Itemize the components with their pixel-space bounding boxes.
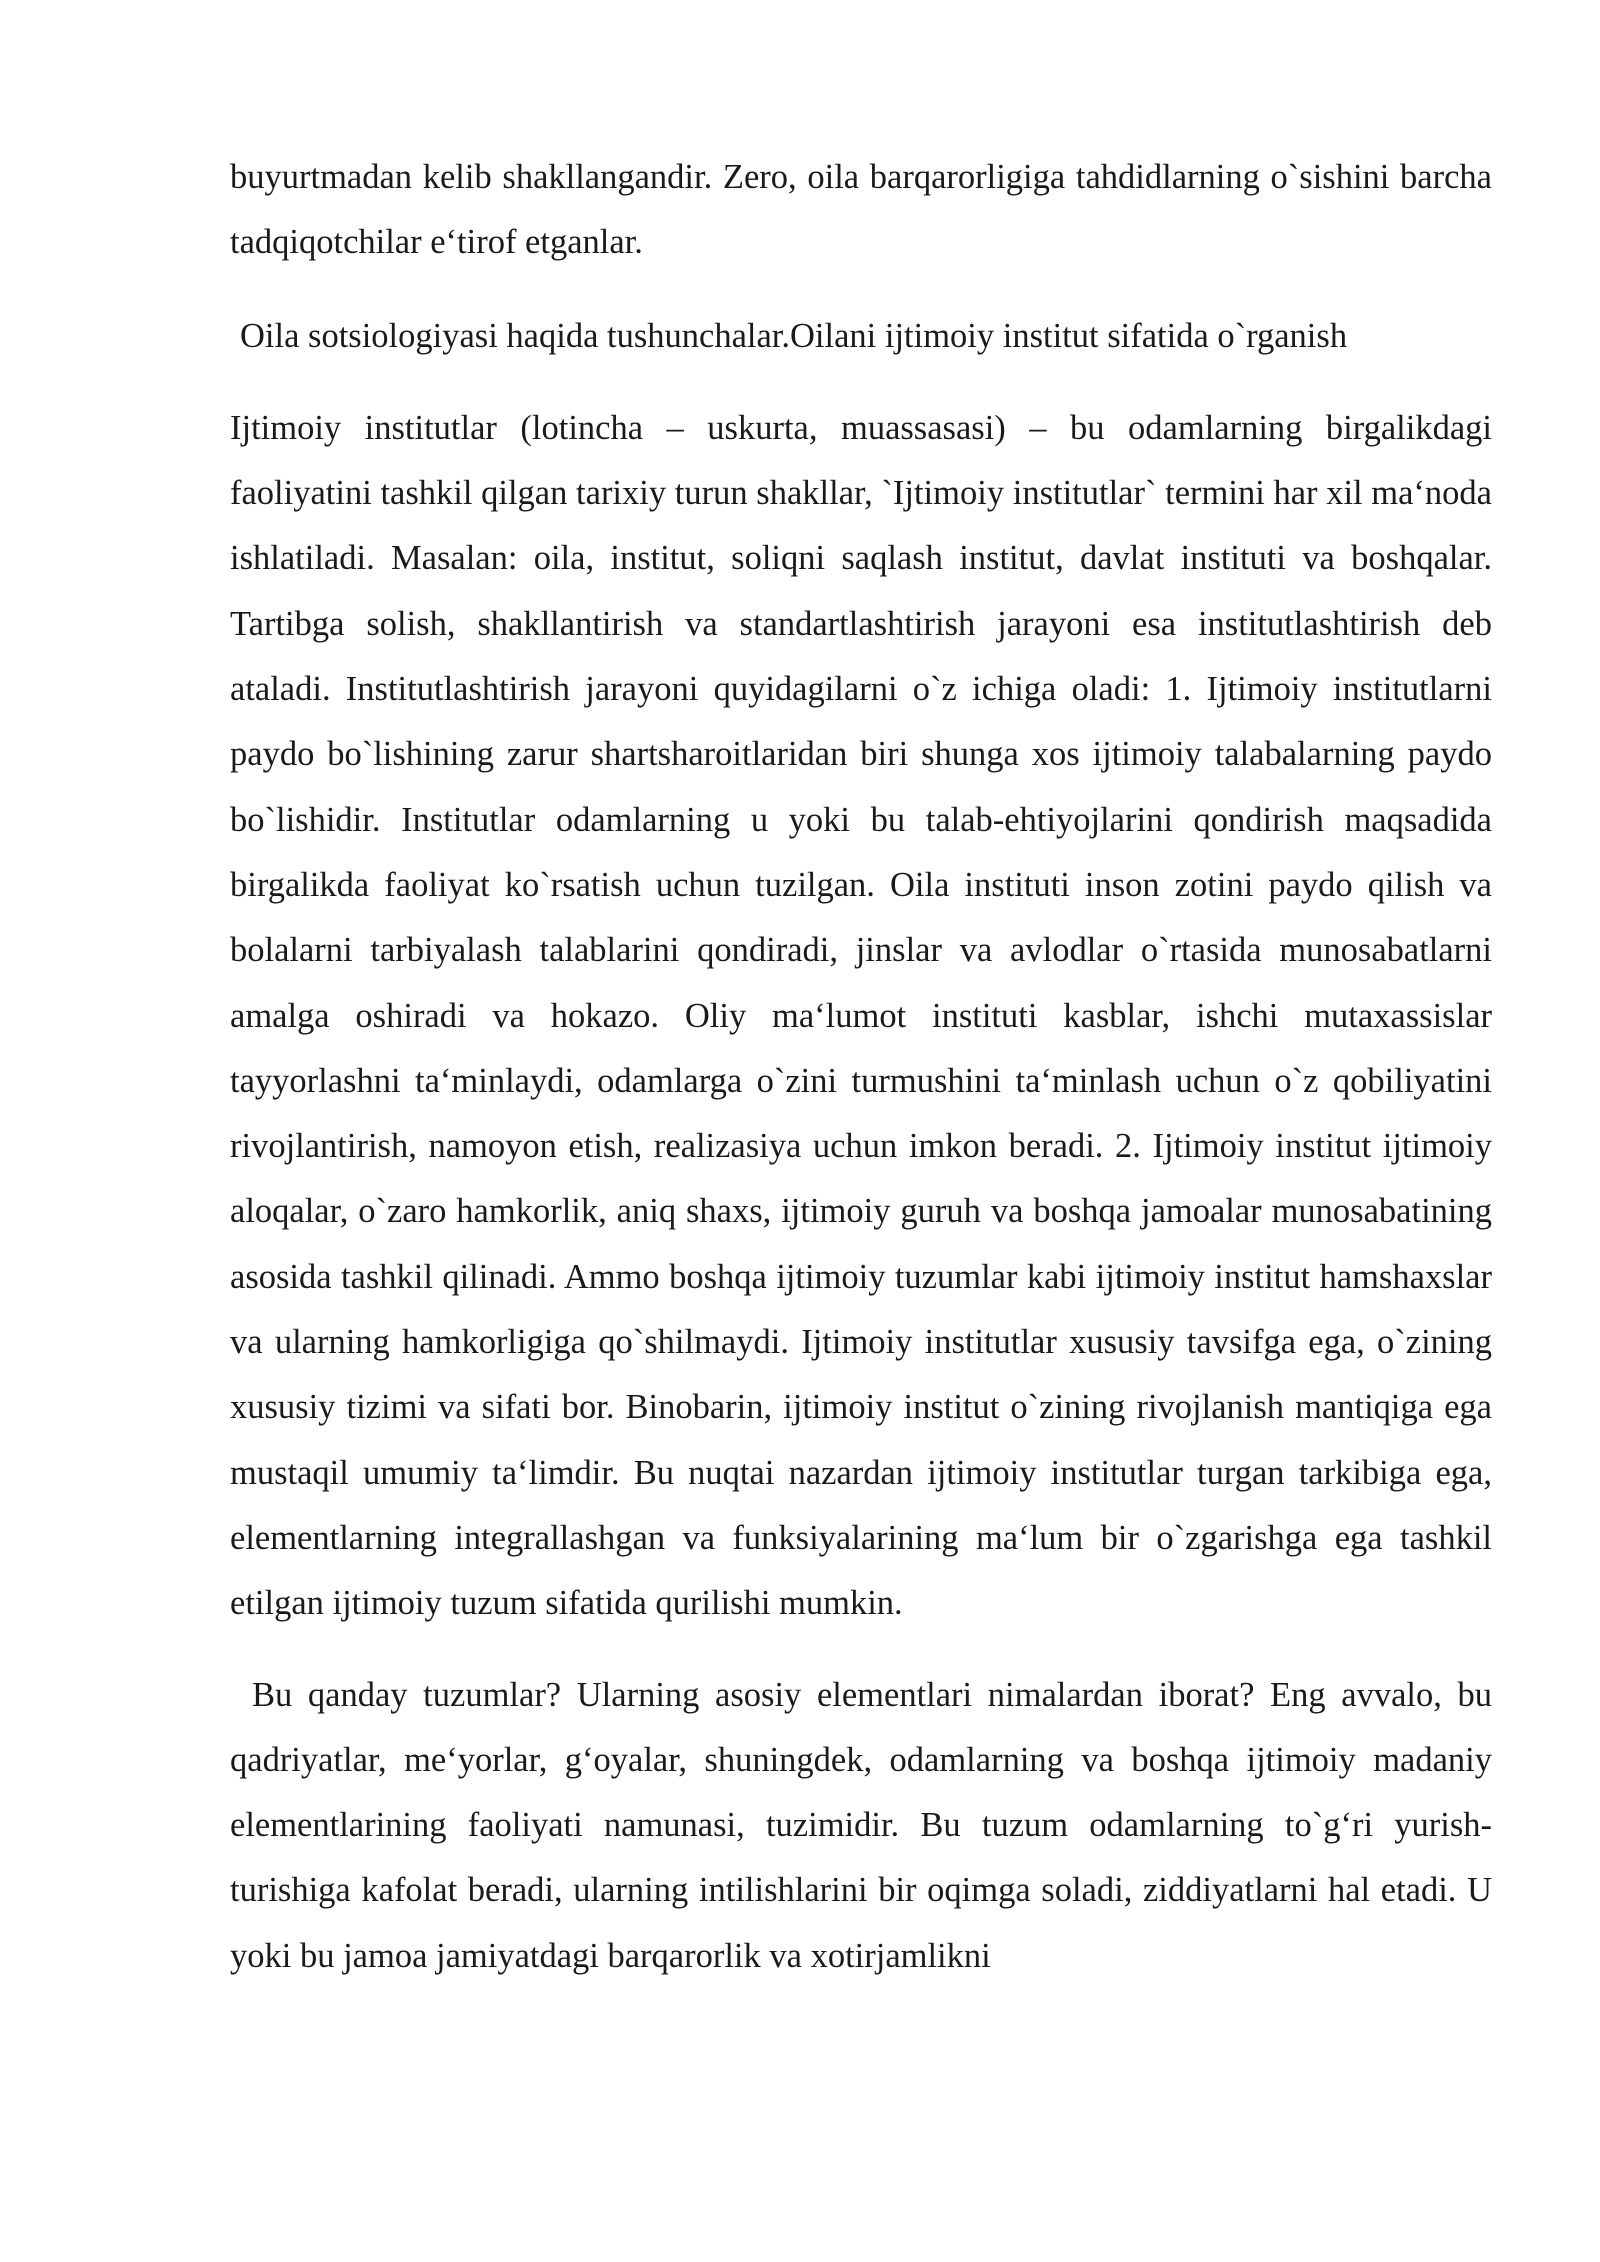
section-heading: Oila sotsiologiyasi haqida tushunchalar.Oilani ijtimoiy institut sifatida o`rganish: [240, 316, 1348, 355]
paragraph-structures: Bu qanday tuzumlar? Ularning asosiy elementlari nimalardan iborat? Eng avvalo, bu qadriyatlar, me‘yorlar, g‘oyalar, shuningdek, odamlarning va boshqa ijtimoiy madaniy elementlarining faoliyati namunasi, tuzimidir. Bu tuzum odamlarning to`g‘ri yurish-turishiga kafolat beradi, ularning intilishlarini bir oqimga soladi, ziddiyatlarni hal etadi. U yoki bu jamoa jamiyatdagi barqarorlik va xotirjamlikni: [230, 1675, 1492, 1975]
paragraph-institutions: Ijtimoiy institutlar (lotincha – uskurta, muassasasi) – bu odamlarning birgalikdagi faoliyatini tashkil qilgan tarixiy turun shakllar, `Ijtimoiy institutlar` termini har xil ma‘noda ishlatiladi. Masalan: oila, institut, soliqni saqlash institut, davlat instituti va boshqalar. Tartibga solish, shakllantirish va standartlashtirish jarayoni esa institutlashtirish deb ataladi. Institutlashtirish jarayoni quyidagilarni o`z ichiga oladi: 1. Ijtimoiy institutlarni paydo bo`lishining zarur shartsharoitlaridan biri shunga xos ijtimoiy talabalarning paydo bo`lishidir. Institutlar odamlarning u yoki bu talab-ehtiyojlarini qondirish maqsadida birgalikda faoliyat ko`rsatish uchun tuzilgan. Oila instituti inson zotini paydo qilish va bolalarni tarbiyalash talablarini qondiradi, jinslar va avlodlar o`rtasida munosabatlarni amalga oshiradi va hokazo. Oliy ma‘lumot instituti kasblar, ishchi mutaxassislar tayyorlashni ta‘minlaydi, odamlarga o`zini turmushini ta‘minlash uchun o`z qobiliyatini rivojlantirish, namoyon etish, realizasiya uchun imkon beradi. 2. Ijtimoiy institut ijtimoiy aloqalar, o`zaro hamkorlik, aniq shaxs, ijtimoiy guruh va boshqa jamoalar munosabatining asosida tashkil qilinadi. Ammo boshqa ijtimoiy tuzumlar kabi ijtimoiy institut hamshaxslar va ularning hamkorligiga qo`shilmaydi. Ijtimoiy institutlar xususiy tavsifga ega, o`zining xususiy tizimi va sifati bor. Binobarin, ijtimoiy institut o`zining rivojlanish mantiqiga ega mustaqil umumiy ta‘limdir. Bu nuqtai nazardan ijtimoiy institutlar turgan tarkibiga ega, elementlarning integrallashgan va funksiyalarining ma‘lum bir o`zgarishga ega tashkil etilgan ijtimoiy tuzum sifatida qurilishi mumkin.: [230, 408, 1492, 1623]
document-body: [230, 145, 1492, 1989]
paragraph-intro: buyurtmadan kelib shakllangandir. Zero, oila barqarorligiga tahdidlarning o`sishini barcha tadqiqotchilar e‘tirof etganlar.: [230, 158, 1492, 262]
